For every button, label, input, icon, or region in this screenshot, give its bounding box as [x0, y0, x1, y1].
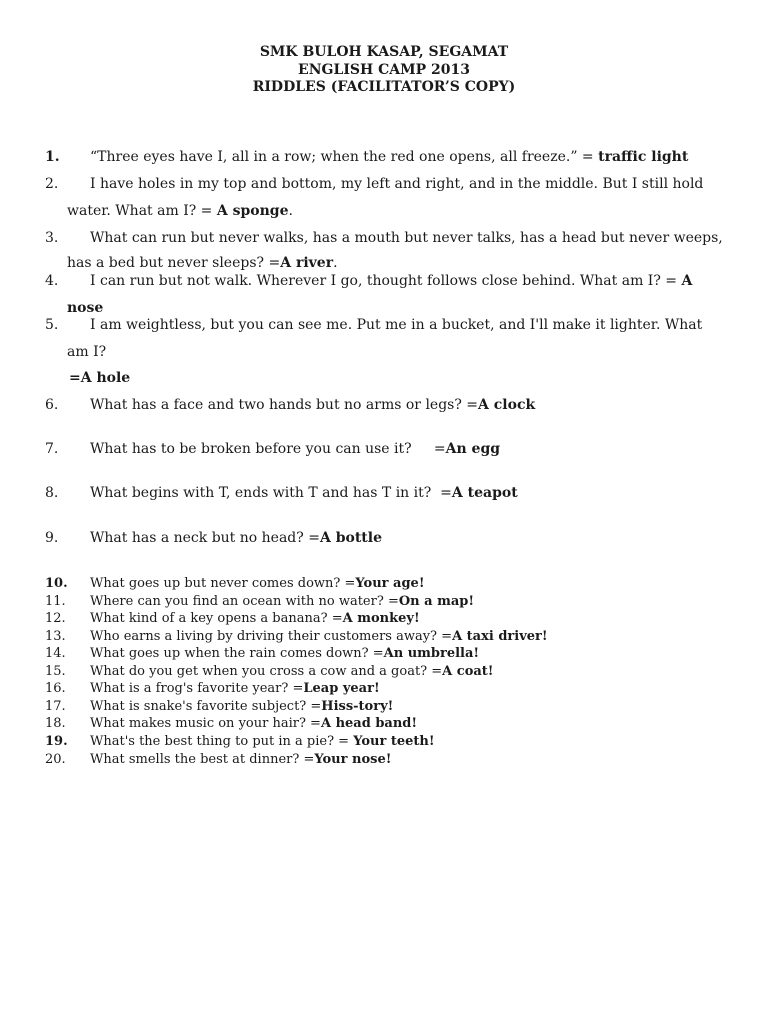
riddle-question: Who earns a living by driving their customers away? =	[90, 628, 453, 644]
riddle-number: 7.	[45, 441, 59, 457]
riddle-question: What has a face and two hands but no arms or legs? =	[90, 397, 479, 413]
riddle-question: What has a neck but no head? =	[90, 530, 320, 546]
riddle-answer: A monkey!	[342, 611, 420, 627]
riddle-question: What's the best thing to put in a pie? =	[90, 734, 354, 749]
riddle-answer: Your age!	[355, 576, 425, 591]
riddle-number: 10.	[45, 576, 68, 591]
riddle-question-cont: am I?	[67, 344, 107, 360]
riddle-number: 3.	[45, 230, 59, 246]
riddle-number: 17.	[45, 698, 66, 714]
riddle-number: 18.	[45, 716, 66, 732]
riddle-number: 4.	[45, 273, 59, 289]
riddle-question: I can run but not walk. Wherever I go, thought follows close behind. What am I? =	[90, 273, 682, 289]
riddle-question: I am weightless, but you can see me. Put me in a bucket, and I'll make it lighter. What	[90, 317, 703, 333]
riddle-number: 15.	[45, 663, 66, 679]
riddle-answer: On a map!	[398, 593, 475, 609]
riddle-question: What smells the best at dinner? =	[90, 751, 315, 767]
riddle-question-cont: has a bed but never sleeps? =	[67, 255, 281, 271]
riddle-answer: A coat!	[442, 663, 494, 679]
riddle-number: 13.	[45, 628, 66, 644]
riddle-number: 14.	[45, 646, 66, 662]
riddle-question: What makes music on your hair? =	[90, 716, 321, 732]
riddle-answer: A clock	[478, 397, 536, 413]
riddle-number: 11.	[45, 593, 66, 609]
riddle-question: What do you get when you cross a cow and a goat? =	[90, 663, 443, 679]
riddle-number: 12.	[45, 611, 66, 627]
riddle-question: I have holes in my top and bottom, my left and right, and in the middle. But I still hold	[90, 176, 704, 192]
riddle-question: What is a frog's favorite year? =	[90, 681, 304, 697]
riddle-question: What goes up when the rain comes down? =	[90, 646, 384, 662]
riddle-question: What kind of a key opens a banana? =	[90, 611, 343, 627]
riddle-question-cont: water. What am I? =	[67, 203, 217, 219]
riddle-answer-cont: nose	[67, 300, 104, 316]
riddle-number: 9.	[45, 530, 59, 546]
riddle-question: “Three eyes have I, all in a row; when the red one opens, all freeze.” =	[90, 149, 599, 165]
riddle-answer: Leap year!	[303, 681, 380, 697]
event-name: ENGLISH CAMP 2013	[298, 61, 470, 78]
riddle-question: What begins with T, ends with T and has T in it? =	[90, 485, 452, 501]
riddle-question: What can run but never walks, has a mouth but never talks, has a head but never weeps,	[90, 230, 723, 246]
riddle-answer: Your teeth!	[353, 734, 435, 749]
riddle-answer: A head band!	[320, 716, 418, 732]
riddle-number: 6.	[45, 397, 59, 413]
riddle-answer: traffic light	[598, 149, 689, 165]
riddle-answer: A taxi driver!	[452, 628, 548, 644]
riddle-question: Where can you find an ocean with no water? =	[90, 593, 399, 609]
school-name: SMK BULOH KASAP, SEGAMAT	[259, 44, 509, 60]
riddle-answer: A river	[280, 255, 334, 271]
riddle-answer: Hiss-tory!	[321, 698, 394, 714]
riddle-number: 8.	[45, 485, 59, 501]
riddle-answer: A	[681, 273, 693, 289]
riddle-number: 5.	[45, 317, 59, 333]
riddle-answer: A sponge	[216, 203, 289, 219]
document-title: RIDDLES (FACILITATOR’S COPY)	[252, 79, 516, 95]
riddle-question: What is snake's favorite subject? =	[90, 698, 322, 714]
document-header	[0, 44, 768, 97]
riddle-answer: An umbrella!	[383, 646, 480, 662]
riddle-answer: Your nose!	[314, 751, 392, 767]
riddle-number: 20.	[45, 751, 66, 767]
riddle-answer: A teapot	[451, 485, 518, 501]
riddle-number: 2.	[45, 176, 59, 192]
riddle-number: 16.	[45, 681, 66, 697]
riddle-answer: A bottle	[319, 530, 382, 546]
riddle-answer: =A hole	[69, 370, 131, 386]
riddle-number: 19.	[45, 734, 68, 749]
riddle-answer: An egg	[445, 441, 501, 457]
riddle-question: What has to be broken before you can use it? =	[90, 441, 446, 457]
riddle-question: What goes up but never comes down? =	[90, 576, 356, 591]
riddle-number: 1.	[45, 149, 60, 165]
